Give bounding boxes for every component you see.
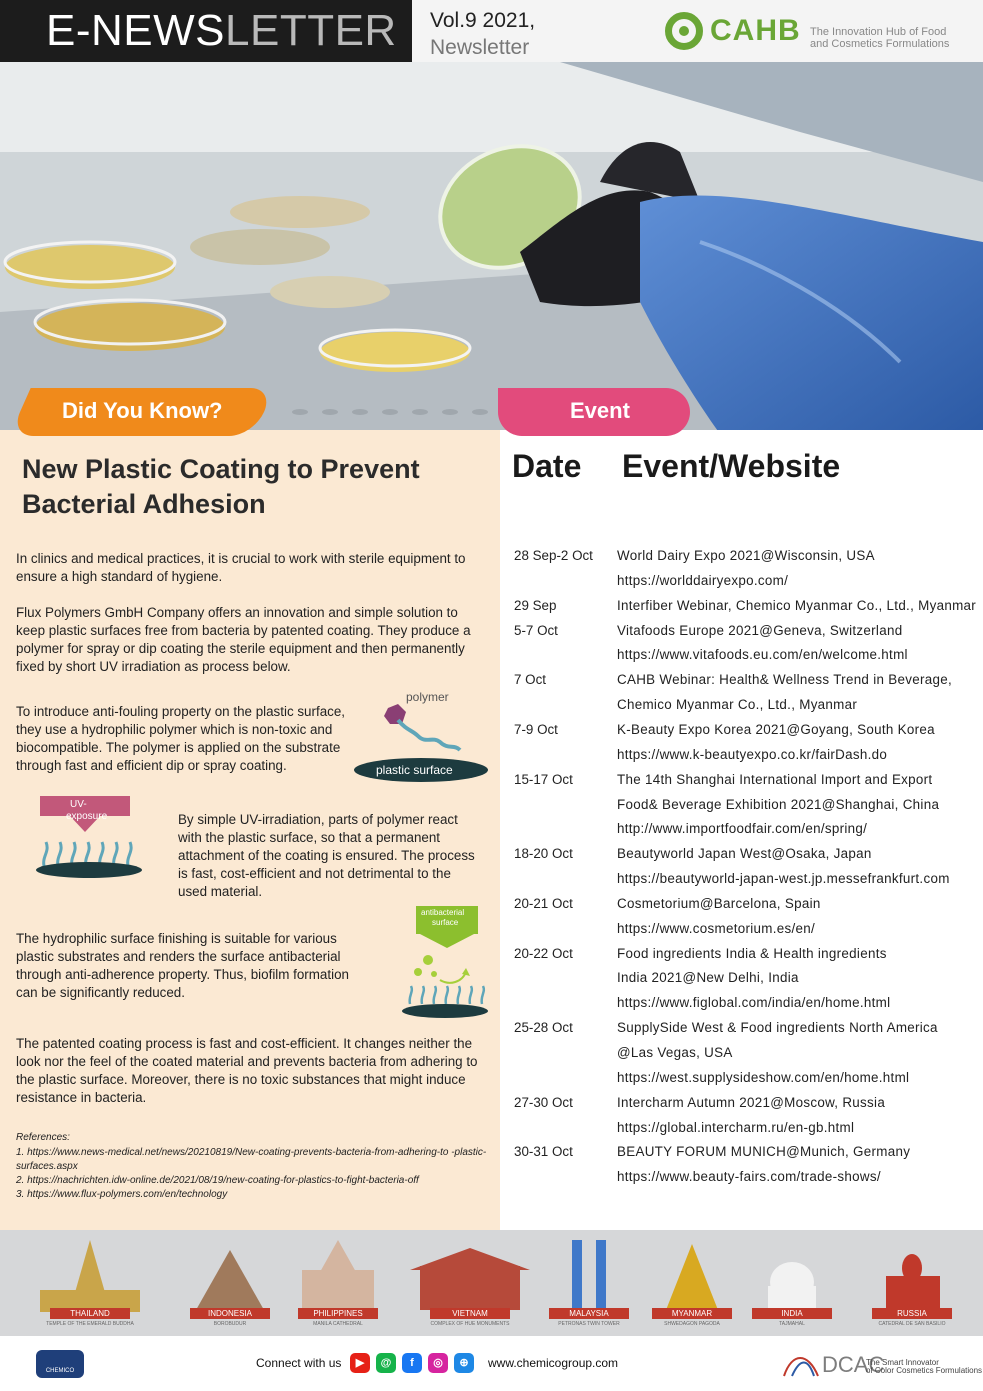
title-light: LETTER [225,6,397,55]
cahb-tagline-1: The Innovation Hub of Food [810,26,947,38]
polymer-label: polymer [406,690,449,704]
landmark-country-label: INDIA [752,1308,832,1319]
event-name: K-Beauty Expo Korea 2021@Goyang, South Korea [617,721,935,737]
event-label: Event [570,398,630,423]
event-website-link[interactable]: https://www.beauty-fairs.com/trade-shows/ [617,1169,881,1185]
event-date: 30-31 Oct [514,1144,573,1160]
reference-link[interactable]: 1. https://www.news-medical.net/news/20210819/New-coating-prevents-bacteria-from-adhering-to -plastic- surfaces.aspx [16,1147,487,1172]
line-icon[interactable]: @ [376,1353,396,1373]
antibacterial-label-1: antibacterial [421,908,465,917]
event-date: 18-20 Oct [514,846,573,862]
cahb-logo-icon [665,12,703,50]
dcac-tagline-1: The Smart Innovator [866,1358,939,1367]
youtube-icon[interactable]: ▶ [350,1353,370,1373]
landmark-country-label: THAILAND [50,1308,130,1319]
event-website-link[interactable]: http://www.importfoodfair.com/en/spring/ [617,821,868,837]
landmark-country-label: VIETNAM [430,1308,510,1319]
landmark-place-label: BOROBUDUR [213,1321,247,1327]
article-title: New Plastic Coating to Prevent Bacterial Adhesion [22,454,420,519]
event-website-link[interactable]: https://www.vitafoods.eu.com/en/welcome.html [617,647,908,663]
landmark-place-label: TAJMAHAL [779,1321,805,1327]
event-date-header: Date [512,448,582,484]
dcac-brand: DCAC [822,1352,885,1377]
dcac-tagline-2: of Color Cosmetics Formulations [866,1366,983,1375]
references-heading: References: [16,1132,70,1143]
event-date: 27-30 Oct [514,1094,573,1110]
article-paragraph: The hydrophilic surface finishing is suitable for various plastic substrates and renders the surface antibacterial through anti-adherence property. Thus, biofilm formation can be significantly reduced. [16,931,349,1000]
bacteria-repel-icon [404,934,490,1006]
lab-scene-illustration [0,62,983,434]
event-date: 25-28 Oct [514,1020,573,1036]
globe-icon[interactable]: ⊕ [454,1353,474,1373]
chemico-logo-icon[interactable] [36,1350,84,1378]
hero-lab-photo [0,62,983,434]
event-website-link[interactable]: https://www.cosmetorium.es/en/ [617,920,816,936]
article-paragraph: Flux Polymers GmbH Company offers an innovation and simple solution to keep plastic surfaces free from bacteria by patented coating. They produce a polymer for spray or dip coating the sterile equipment and then permanently fixed by short UV irradiation as process below. [16,605,471,674]
landmark-country-label: INDONESIA [190,1308,270,1319]
event-date: 20-22 Oct [514,945,573,961]
event-website-link[interactable]: https://worlddairyexpo.com/ [617,572,789,588]
cahb-brand: CAHB [710,14,801,47]
event-website-link[interactable]: https://west.supplysideshow.com/en/home.html [617,1069,910,1085]
event-name: India 2021@New Delhi, India [617,970,799,986]
event-name: Food& Beverage Exhibition 2021@Shanghai, China [617,796,940,812]
event-date: 29 Sep [514,597,557,613]
instagram-icon[interactable]: ◎ [428,1353,448,1373]
newsletter-title [46,6,397,56]
chemico-label: CHEMICO [45,1368,75,1374]
event-name: Interfiber Webinar, Chemico Myanmar Co., Ltd., Myanmar [617,597,977,613]
reference-link[interactable]: 3. https://www.flux-polymers.com/en/technology [16,1189,228,1200]
event-name: SupplySide West & Food ingredients North America [617,1020,938,1036]
event-date: 20-21 Oct [514,895,573,911]
event-name: CAHB Webinar: Health& Wellness Trend in Beverage, [617,672,952,688]
cahb-tagline-2: and Cosmetics Formulations [810,38,950,50]
event-name: Food ingredients India & Health ingredients [617,945,887,961]
antibacterial-surface-plate [402,1004,488,1018]
uv-label-2: exposure [66,811,108,822]
event-name: Beautyworld Japan West@Osaka, Japan [617,846,872,862]
event-website-link[interactable]: https://global.intercharm.ru/en-gb.html [617,1119,855,1135]
antibacterial-label-2: surface [432,918,459,927]
landmark-place-label: SHWEDAGON PAGODA [664,1321,720,1327]
event-name: @Las Vegas, USA [617,1045,733,1060]
event-name: Vitafoods Europe 2021@Geneva, Switzerland [617,622,903,638]
did-you-know-label: Did You Know? [62,398,223,423]
coated-surface-plate [36,862,142,878]
event-date: 15-17 Oct [514,771,573,787]
uv-label-1: UV- [70,799,87,810]
event-website-link[interactable]: https://www.figlobal.com/india/en/home.html [617,995,891,1011]
event-name: Cosmetorium@Barcelona, Spain [617,895,821,911]
event-date: 5-7 Oct [514,622,558,638]
landmark-country-label: PHILIPPINES [298,1308,378,1319]
article-paragraph: To introduce anti-fouling property on the plastic surface, they use a hydrophilic polymer which is non-toxic and biocompatible. The polymer is applied on the substrate through fast and efficient dip or spray coating. [16,704,345,773]
website-link[interactable]: www.chemicogroup.com [488,1356,619,1370]
title-bold: E-NEWS [46,6,225,55]
landmark-place-label: COMPLEX OF HUE MONUMENTS [430,1321,510,1327]
connect-label: Connect with us [256,1356,342,1370]
landmark-country-label: MALAYSIA [549,1308,629,1319]
article-paragraph: By simple UV-irradiation, parts of polymer react with the plastic surface, so that a permanent attachment of the coating is ensured. The process is fast, cost-efficient and not detrimental to the used material. [178,812,475,899]
event-name: Intercharm Autumn 2021@Moscow, Russia [617,1094,886,1110]
polymer-chain-icon [376,700,466,760]
landmark-country-label: RUSSIA [872,1308,952,1319]
event-date: 7-9 Oct [514,721,558,737]
newsletter-label: Newsletter [430,36,530,59]
event-name: The 14th Shanghai International Import and Export [617,771,933,787]
event-website-header: Event/Website [622,448,841,484]
article-paragraph: The patented coating process is fast and cost-efficient. It changes neither the look nor the feel of the coated material and prevents bacteria from adhering to the plastic surface. Moreover, there is no toxic substances that might induce resistance in bacteria. [16,1036,478,1105]
landmark-place-label: TEMPLE OF THE EMERALD BUDDHA [46,1321,134,1327]
landmark-country-label: MYANMAR [652,1308,732,1319]
landmark-place-label: PETRONAS TWIN TOWER [558,1321,620,1327]
event-name: Chemico Myanmar Co., Ltd., Myanmar [617,697,858,713]
landmark-place-label: CATEDRAL DE SAN BASILIO [878,1321,946,1327]
volume-label: Vol.9 2021, [430,9,536,32]
landmark-place-label: MANILA CATHEDRAL [313,1321,363,1327]
event-date: 7 Oct [514,672,546,688]
event-name: World Dairy Expo 2021@Wisconsin, USA [617,548,875,563]
event-name: BEAUTY FORUM MUNICH@Munich, Germany [617,1144,911,1160]
facebook-icon[interactable]: f [402,1353,422,1373]
event-website-link[interactable]: https://beautyworld-japan-west.jp.messefrankfurt.com [617,871,950,887]
reference-link[interactable]: 2. https://nachrichten.idw-online.de/2021/08/19/new-coating-for-plastics-to-fight-bacteria-off [16,1175,419,1186]
event-date: 28 Sep-2 Oct [514,548,593,563]
event-website-link[interactable]: https://www.k-beautyexpo.co.kr/fairDash.do [617,746,888,762]
plastic-surface-label: plastic surface [376,763,453,777]
article-paragraph: In clinics and medical practices, it is crucial to work with sterile equipment to ensure a high standard of hygiene. [16,551,466,584]
